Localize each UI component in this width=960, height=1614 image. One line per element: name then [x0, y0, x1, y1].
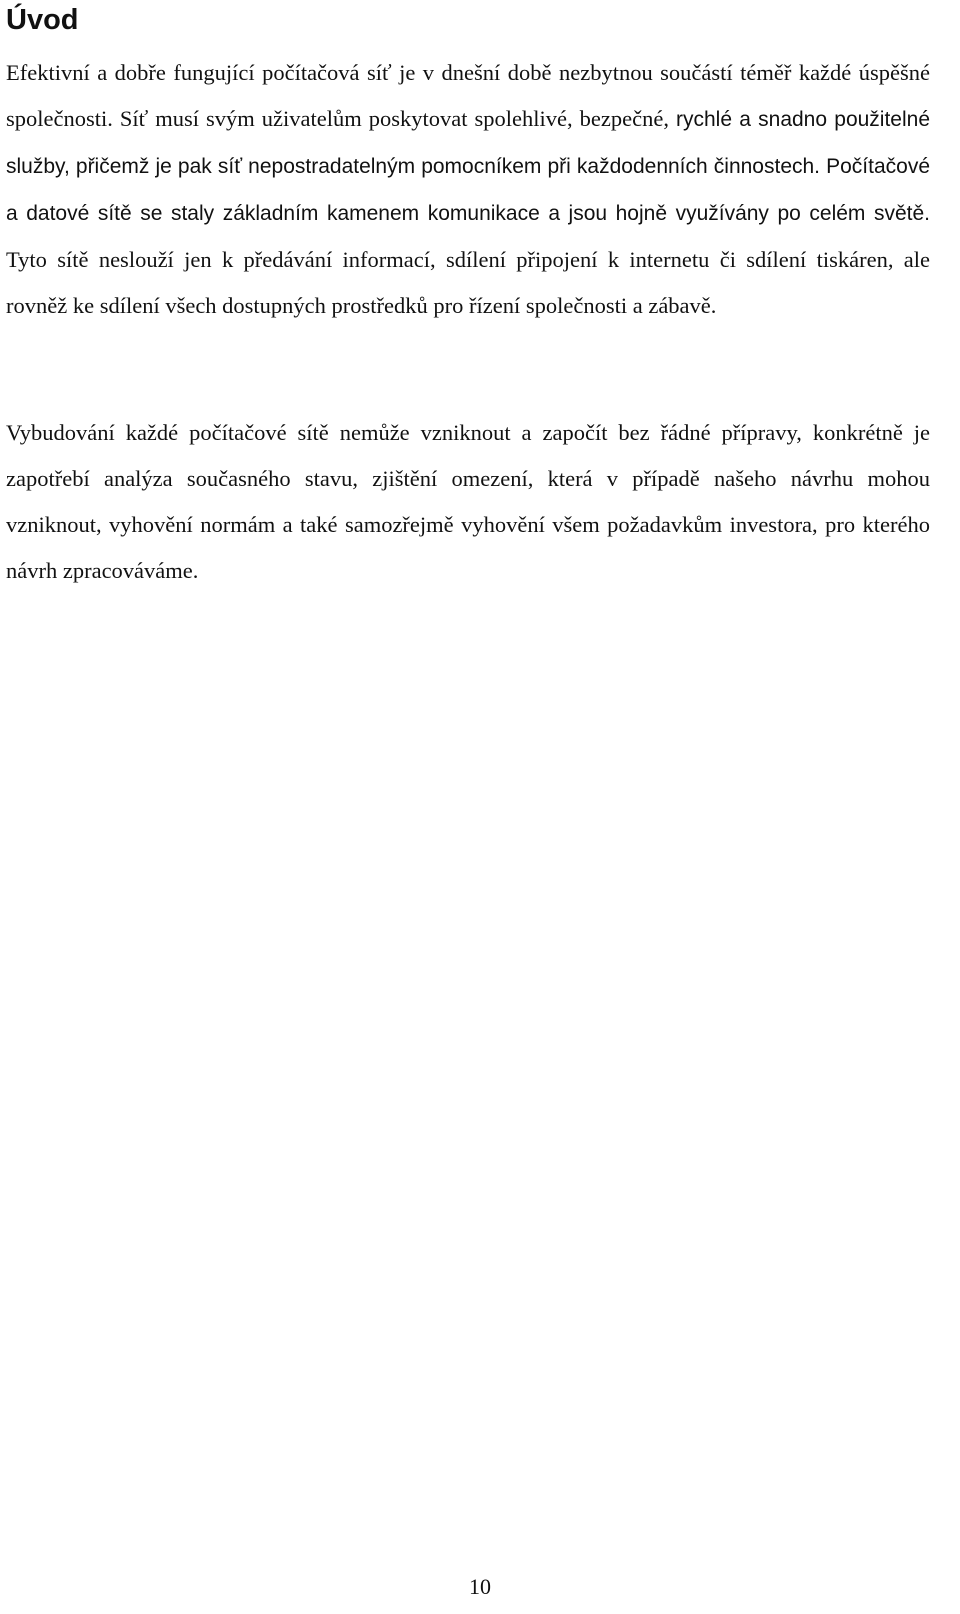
page-number: 10: [469, 1574, 491, 1599]
paragraph-1-part-3: Tyto sítě neslouží jen k předávání informací, sdílení připojení k internetu či sdílení tiskáren, ale rovněž ke sdílení všech dostupných prostředků pro řízení společnosti a zábavě.: [6, 247, 930, 318]
intro-paragraph-2: Vybudování každé počítačové sítě nemůže vzniknout a započít bez řádné přípravy, konkrétně je zapotřebí analýza současného stavu, zjištění omezení, která v případě našeho návrhu mohou vzniknout, vyhovění normám a také samozřejmě vyhovění všem požadavkům investora, pro kterého návrh zpracováváme.: [6, 420, 930, 583]
section-heading: Úvod: [6, 4, 79, 36]
intro-paragraph-1: [6, 50, 930, 329]
paragraph-1-part-2: rychlé a snadno použitelné služby, přičemž je pak síť nepostradatelným pomocníkem při každodenních činnostech. Počítačové a datové sítě se staly základním kamenem komunikace a jsou hojně využívány po celém světě.: [6, 108, 930, 225]
paragraph-1-part-1: Efektivní a dobře fungující počítačová síť je v dnešní době nezbytnou součástí téměř každé úspěšné společnosti. Síť musí svým uživatelům poskytovat spolehlivé, bezpečné,: [6, 60, 930, 131]
